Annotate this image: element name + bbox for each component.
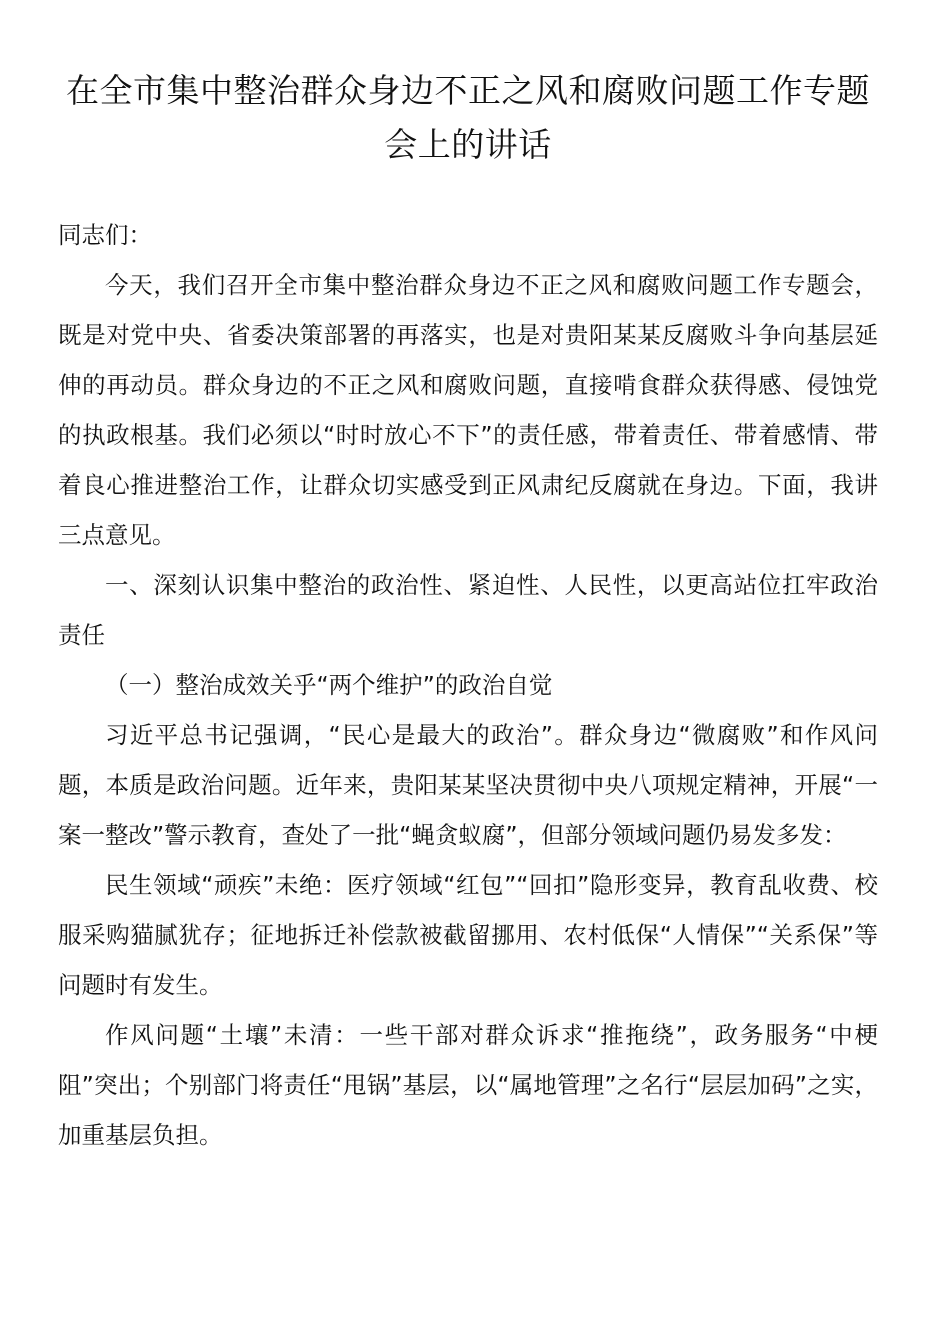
document-page <box>58 64 878 1160</box>
subsection-heading-1: （一）整治成效关乎“两个维护”的政治自觉 <box>105 671 553 699</box>
paragraph-body-1: 习近平总书记强调，“民心是最大的政治”。群众身边“微腐败”和作风问题，本质是政治问题。近年来，贵阳某某坚决贯彻中央八项规定精神，开展“一案一整改”警示教育，查处了一批“蝇贪蚁腐”，但部分领域问题仍易发多发： <box>58 721 878 849</box>
paragraph-intro: 今天，我们召开全市集中整治群众身边不正之风和腐败问题工作专题会，既是对党中央、省委决策部署的再落实，也是对贵阳某某反腐败斗争向基层延伸的再动员。群众身边的不正之风和腐败问题，直接啃食群众获得感、侵蚀党的执政根基。我们必须以“时时放心不下”的责任感，带着责任、带着感情、带着良心推进整治工作，让群众切实感受到正风肃纪反腐就在身边。下面，我讲三点意见。 <box>58 271 878 549</box>
salutation: 同志们： <box>58 221 152 249</box>
section-heading-1: 一、深刻认识集中整治的政治性、紧迫性、人民性，以更高站位扛牢政治责任 <box>58 571 878 649</box>
document-title: 在全市集中整治群众身边不正之风和腐败问题工作专题会上的讲话 <box>66 71 870 164</box>
paragraph-body-2: 民生领域“顽疾”未绝：医疗领域“红包”“回扣”隐形变异，教育乱收费、校服采购猫腻犹存；征地拆迁补偿款被截留挪用、农村低保“人情保”“关系保”等问题时有发生。 <box>58 871 878 999</box>
paragraph-body-3: 作风问题“土壤”未清：一些干部对群众诉求“推拖绕”，政务服务“中梗阻”突出；个别部门将责任“甩锅”基层，以“属地管理”之名行“层层加码”之实，加重基层负担。 <box>58 1021 878 1149</box>
